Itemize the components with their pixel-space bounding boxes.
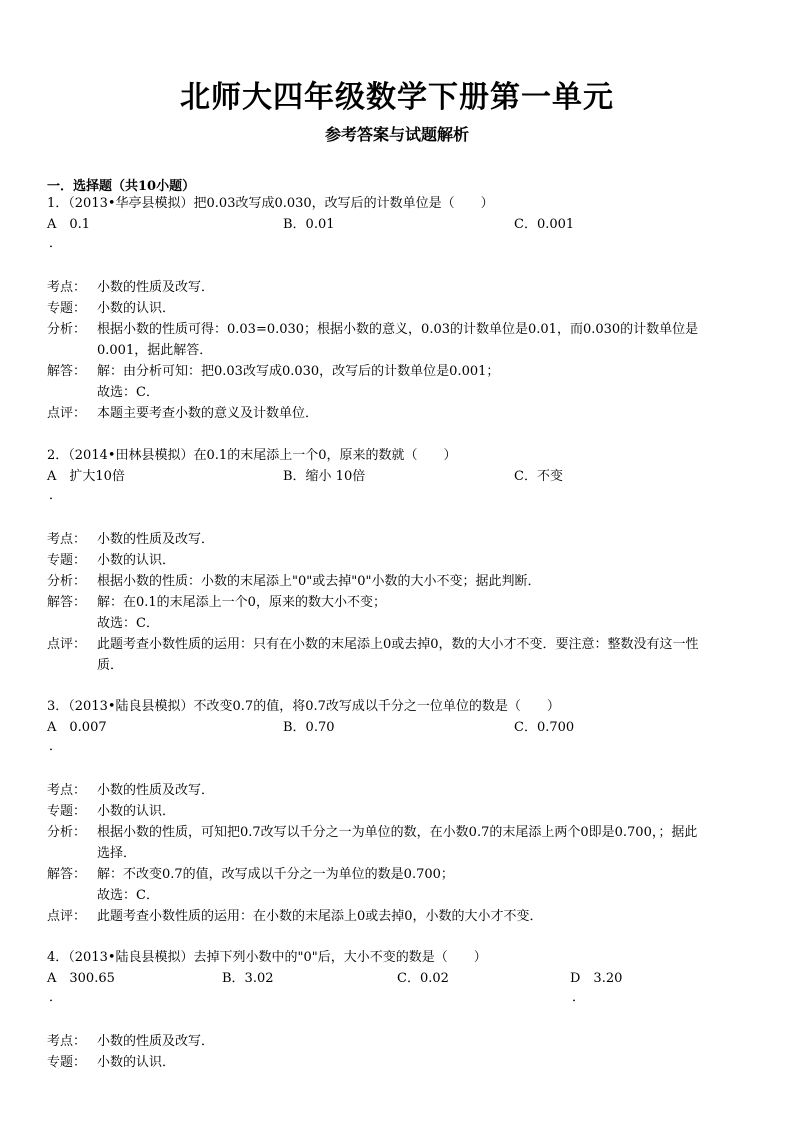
q2-option-dot: ．	[49, 488, 63, 503]
q1-zhuanti-label: 专题：	[47, 301, 87, 316]
q4-zhuanti: 小数的认识．	[97, 1055, 176, 1070]
q2-jieda-line2: 故选：C．	[97, 616, 159, 631]
q1-fenxi-label: 分析：	[47, 322, 87, 337]
q4-option-d-dot: ．	[572, 990, 586, 1005]
q3-fenxi-line1: 根据小数的性质，可知把0.7改写以千分之一为单位的数，在小数0.7的末尾添上两个0即是0.700，；据此	[97, 825, 698, 840]
q2-kaodian-label: 考点：	[47, 532, 87, 547]
q1-option-a: A 0.1	[47, 217, 91, 232]
q1-zhuanti: 小数的认识．	[97, 301, 176, 316]
q2-option-b: B．缩小 10倍	[283, 469, 366, 484]
q2-option-c: C．不变	[514, 469, 563, 484]
q2-zhuanti-label: 专题：	[47, 553, 87, 568]
page-title: 北师大四年级数学下册第一单元	[180, 80, 614, 115]
section-header: 一．选择题（共10小题）	[47, 179, 196, 194]
q3-zhuanti: 小数的认识．	[97, 804, 176, 819]
q4-question: 4．（2013•陆良县模拟）去掉下列小数中的"0"后，大小不变的数是（ ）	[47, 950, 487, 965]
q4-option-d: D 3.20	[570, 971, 623, 986]
q4-option-a: A 300.65	[47, 971, 115, 986]
q1-kaodian: 小数的性质及改写．	[97, 280, 215, 295]
q4-option-a-dot: ．	[49, 990, 63, 1005]
q1-fenxi-line1: 根据小数的性质可得：0.03=0.030；根据小数的意义，0.03的计数单位是0.01，而0.030的计数单位是	[97, 322, 699, 337]
q2-fenxi-line1: 根据小数的性质：小数的末尾添上"0"或去掉"0"小数的大小不变；据此判断．	[97, 574, 541, 589]
page-subtitle: 参考答案与试题解析	[324, 125, 469, 144]
q4-kaodian: 小数的性质及改写．	[97, 1034, 215, 1049]
q1-jieda-line2: 故选：C．	[97, 385, 159, 400]
q3-zhuanti-label: 专题：	[47, 804, 87, 819]
q2-kaodian: 小数的性质及改写．	[97, 532, 215, 547]
q1-option-dot: ．	[49, 236, 63, 251]
q2-dianping-label: 点评：	[47, 637, 87, 652]
q3-option-c: C．0.700	[514, 720, 575, 735]
q3-jieda-line2: 故选：C．	[97, 888, 159, 903]
q2-question: 2．（2014•田林县模拟）在0.1的末尾添上一个0，原来的数就（ ）	[47, 448, 457, 463]
q3-jieda-line1: 解：不改变0.7的值，改写成以千分之一为单位的数是0.700；	[97, 867, 454, 882]
q3-option-dot: ．	[49, 739, 63, 754]
q1-kaodian-label: 考点：	[47, 280, 87, 295]
q3-option-b: B．0.70	[283, 720, 335, 735]
q3-fenxi-line2: 选择．	[97, 846, 137, 861]
q1-option-c: C．0.001	[514, 217, 575, 232]
q2-dianping-line1: 此题考查小数性质的运用：只有在小数的末尾添上0或去掉0，数的大小才不变．要注意：整数没有这一性	[97, 637, 699, 652]
q4-zhuanti-label: 专题：	[47, 1055, 87, 1070]
q3-dianping: 此题考查小数性质的运用：在小数的末尾添上0或去掉0，小数的大小才不变．	[97, 909, 543, 924]
q2-dianping-line2: 质．	[97, 658, 124, 673]
q4-kaodian-label: 考点：	[47, 1034, 87, 1049]
q3-fenxi-label: 分析：	[47, 825, 87, 840]
q3-kaodian-label: 考点：	[47, 783, 87, 798]
q1-jieda-label: 解答：	[47, 364, 87, 379]
q3-jieda-label: 解答：	[47, 867, 87, 882]
q1-dianping-label: 点评：	[47, 406, 87, 421]
q4-option-b: B．3.02	[222, 971, 274, 986]
q3-dianping-label: 点评：	[47, 909, 87, 924]
q2-jieda-line1: 解：在0.1的末尾添上一个0，原来的数大小不变；	[97, 595, 386, 610]
q4-option-c: C．0.02	[397, 971, 449, 986]
q1-fenxi-line2: 0.001，据此解答．	[97, 343, 213, 358]
q1-jieda-line1: 解：由分析可知：把0.03改写成0.030，改写后的计数单位是0.001；	[97, 364, 500, 379]
q2-jieda-label: 解答：	[47, 595, 87, 610]
q2-zhuanti: 小数的认识．	[97, 553, 176, 568]
q1-dianping: 本题主要考查小数的意义及计数单位．	[97, 406, 319, 421]
q3-option-a: A 0.007	[47, 720, 107, 735]
q3-kaodian: 小数的性质及改写．	[97, 783, 215, 798]
q2-fenxi-label: 分析：	[47, 574, 87, 589]
q3-question: 3．（2013•陆良县模拟）不改变0.7的值，将0.7改写成以千分之一位单位的数是（ ）	[47, 699, 560, 714]
q2-option-a: A 扩大10倍	[47, 469, 125, 484]
q1-option-b: B．0.01	[283, 217, 335, 232]
q1-question: 1．（2013•华亭县模拟）把0.03改写成0.030，改写后的计数单位是（ ）	[47, 196, 494, 211]
